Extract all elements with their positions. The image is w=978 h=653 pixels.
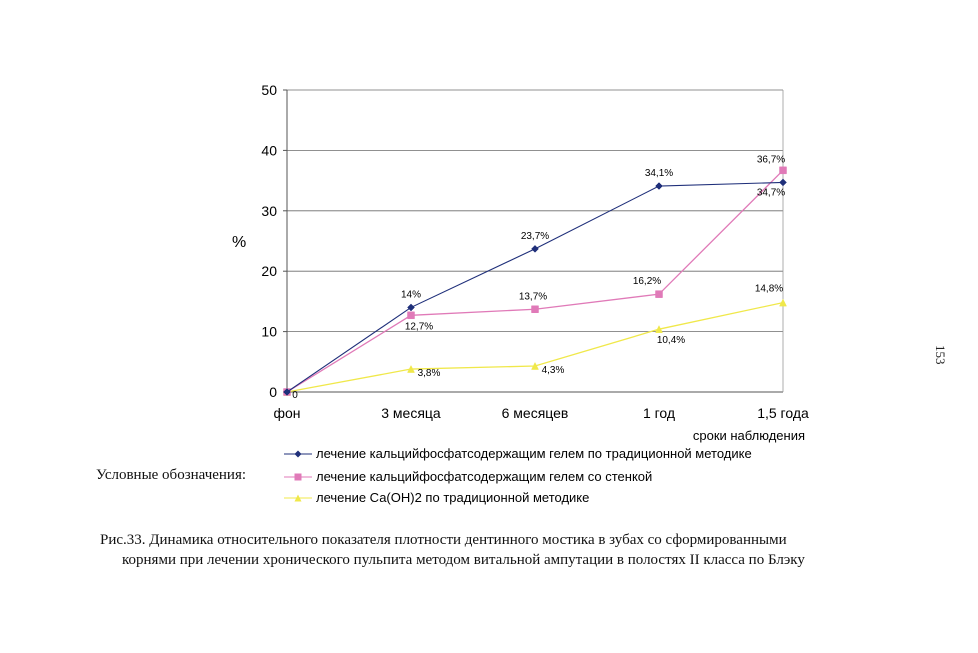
y-tick-label-20: 20 [261,263,277,280]
series-0-point-3 [656,183,663,190]
legend-item-2 [284,490,589,505]
legend [284,446,752,505]
series-1-point-3 [656,291,663,298]
page-number: 153 [933,345,948,365]
y-tick-label-0: 0 [269,384,277,400]
caption-line-1: Рис.33. Динамика относительного показателя плотности дентинного мостика в зубах со сформированными [100,532,787,548]
x-tick-label-0: фон [273,405,301,421]
y-tick-label-50: 50 [261,82,277,98]
x-tick-label-3: 1 год [642,405,676,421]
series-group [284,167,787,396]
legend-marker-1 [295,474,302,481]
series-0-point-2 [532,245,539,252]
caption-line-2: корнями при лечении хронического пульпита методом витальной ампутации в полостях II класса по Блэку [122,552,805,568]
x-tick-label-4: 1,5 года [757,405,809,421]
series-1-label-4: 36,7% [756,154,786,166]
series-1-point-2 [532,306,539,313]
x-axis-label: сроки наблюдения [692,428,805,443]
legend-label-0: лечение кальцийфосфатсодержащим гелем по традиционной методике [316,446,752,461]
y-axis-label: % [232,234,247,251]
series-line-1 [287,170,786,392]
series-line-0 [287,182,786,392]
series-1-label-1: 12,7% [404,321,434,333]
series-2-label-4: 14,8% [754,283,784,295]
series-0-point-4 [780,179,787,186]
y-axis-ticks [261,82,287,400]
series-2-label-2: 4,3% [541,365,565,377]
series-0-label-1: 14% [400,289,422,301]
series-0-point-1 [408,304,415,311]
series-2-label-1: 3,8% [417,368,441,380]
x-tick-label-1: 3 месяца [381,405,441,421]
figure-caption [100,530,920,570]
series-0-label-2: 23,7% [520,230,550,242]
series-0-label-3: 34,1% [644,168,674,180]
legend-label-2: лечение Са(ОН)2 по традиционной методике [316,490,590,505]
y-tick-label-30: 30 [261,202,277,219]
series-line-2 [287,303,783,392]
series-1-label-2: 13,7% [518,291,548,303]
legend-item-1 [284,469,652,484]
series-1-point-4 [780,167,787,174]
y-tick-label-40: 40 [261,142,277,159]
y-tick-label-10: 10 [261,323,277,340]
legend-marker-0 [295,451,302,458]
series-0-label-0: 0 [292,390,298,401]
series-1-point-1 [408,312,415,319]
data-labels [292,154,785,401]
series-1-label-3: 16,2% [632,276,662,288]
legend-title: Условные обозначения: [96,467,247,483]
x-axis-ticks [273,405,809,421]
legend-label-1: лечение кальцийфосфатсодержащим гелем со стенкой [316,469,653,484]
legend-item-0 [284,446,752,461]
series-2-label-3: 10,4% [656,335,686,347]
x-tick-label-2: 6 месяцев [501,405,569,421]
series-0-label-4: 34,7% [756,187,786,199]
